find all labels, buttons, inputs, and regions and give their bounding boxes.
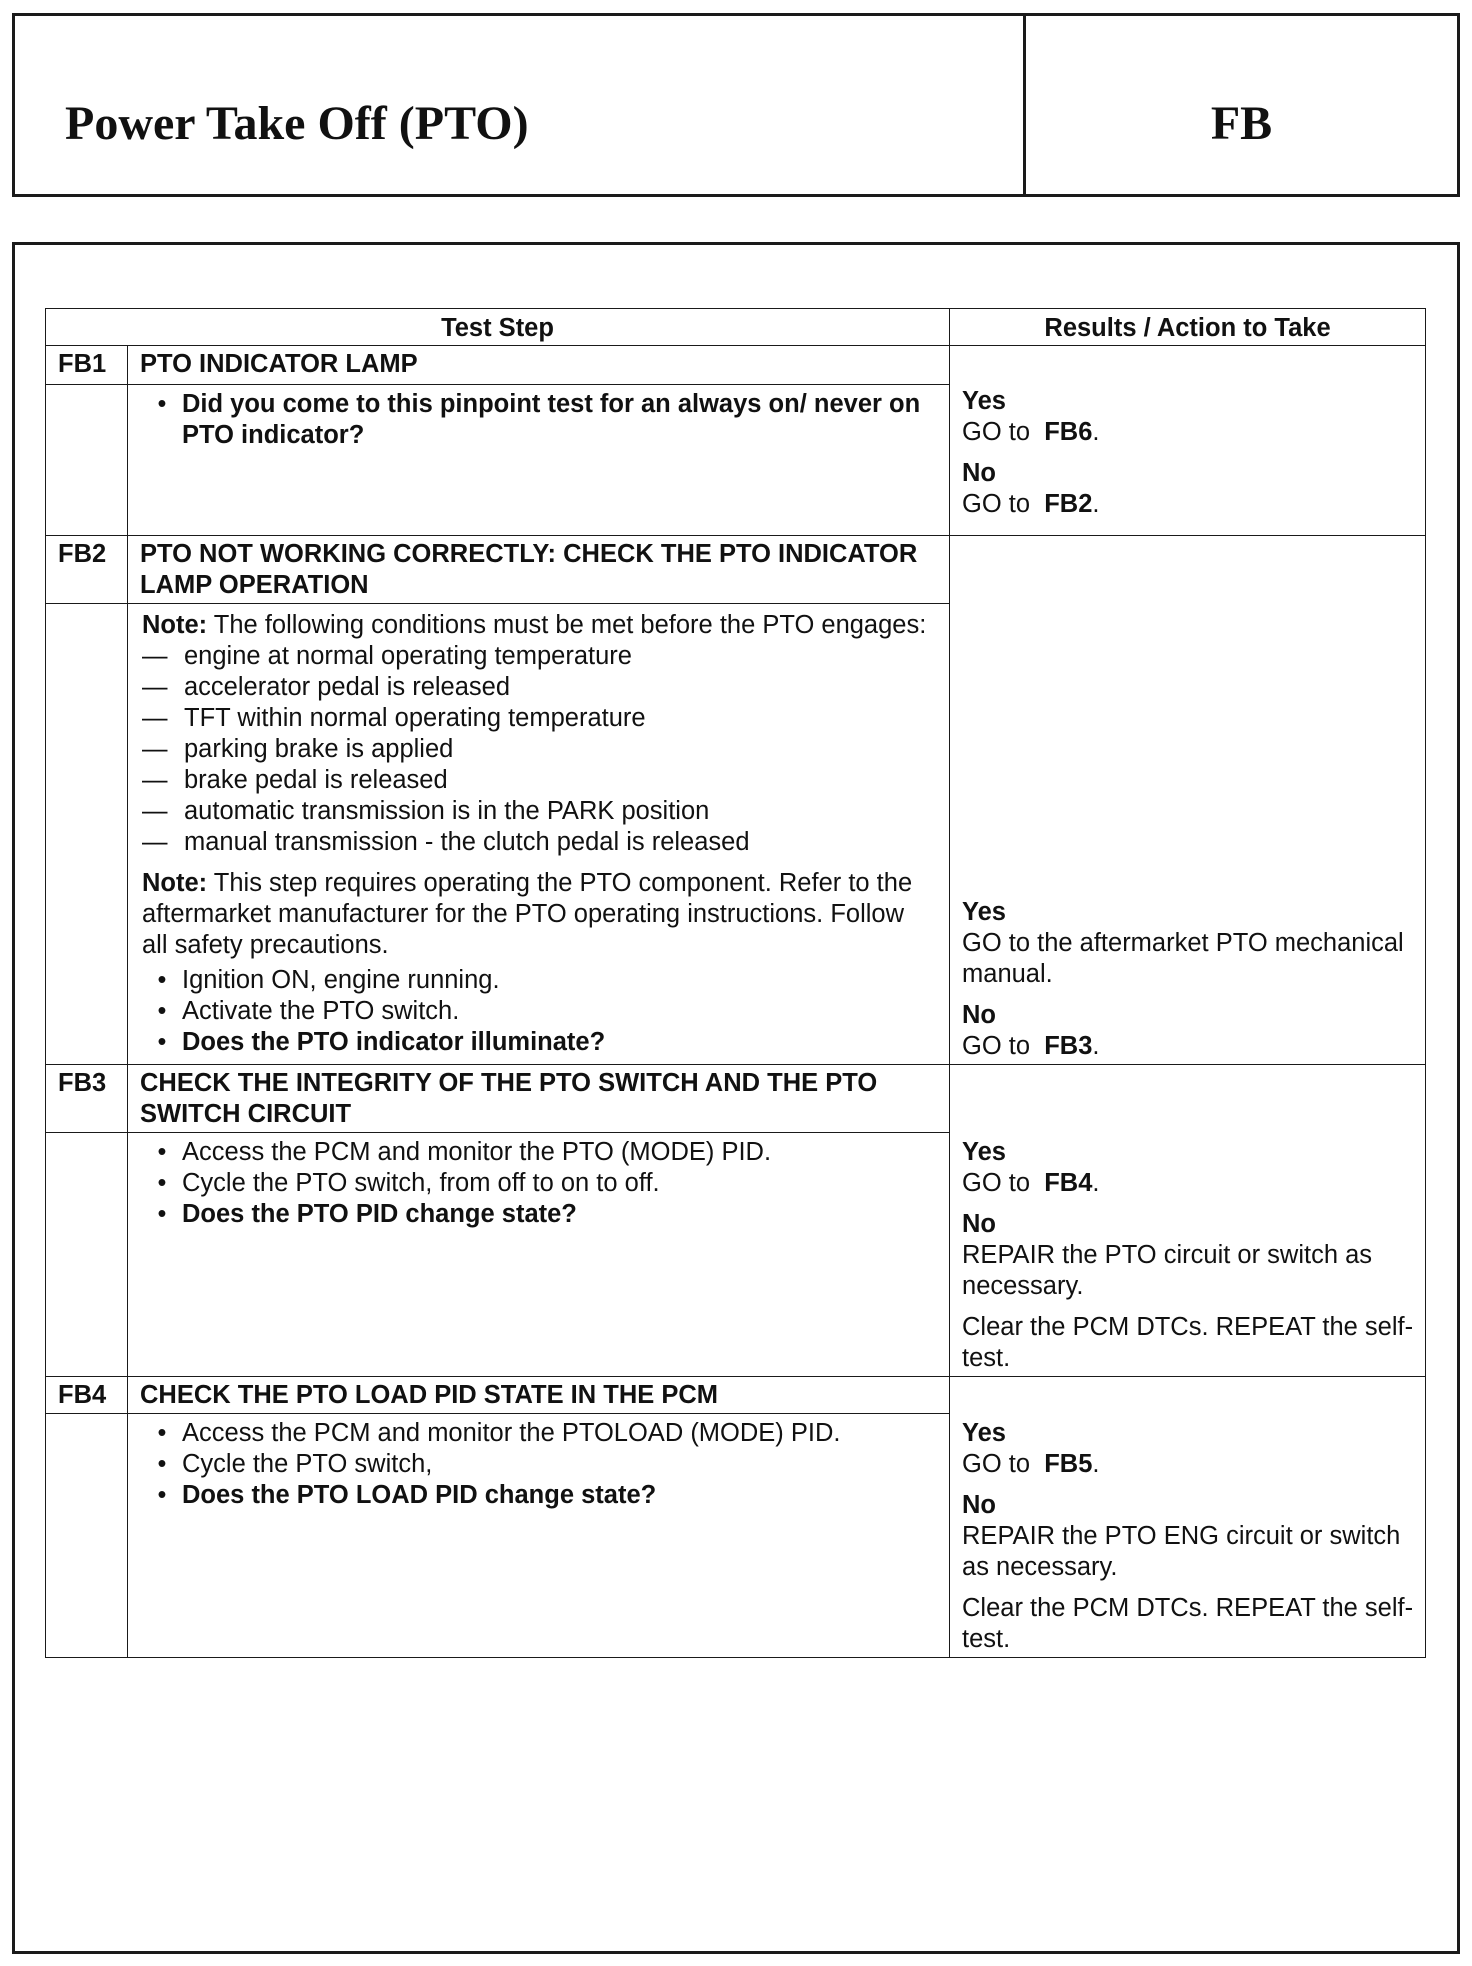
result-no-label: No (962, 1210, 997, 1238)
step-fb4-results (950, 1377, 1426, 1658)
result-no-action-2: Clear the PCM DTCs. REPEAT the self-test. (962, 1594, 1414, 1653)
step-fb2-results (950, 536, 1426, 1065)
step-fb1-results (950, 346, 1426, 536)
condition-item: — engine at normal operating temperature (142, 642, 632, 670)
result-no-label: No (962, 1491, 997, 1519)
step-item: • Ignition ON, engine running. (157, 966, 500, 994)
result-no-label: No (962, 1001, 997, 1029)
question-item: • Did you come to this pinpoint test for an always on/ never on PTO indicator? (157, 390, 921, 449)
step-fb2-body (128, 604, 950, 1065)
pinpoint-test-table (45, 308, 1426, 1658)
note-preconditions: Note: The following conditions must be met before the PTO engages: (142, 611, 927, 639)
step-fb3-results (950, 1065, 1426, 1377)
result-no-action-2: Clear the PCM DTCs. REPEAT the self-test. (962, 1313, 1414, 1372)
step-ref-link[interactable]: FB3 (1044, 1032, 1093, 1060)
step-id: FB2 (46, 536, 128, 604)
step-fb1-body (128, 385, 950, 536)
step-ref-link[interactable]: FB6 (1044, 418, 1093, 446)
note-safety: Note: This step requires operating the PTO component. Refer to the aftermarket manufacturer for the PTO operating instructions. Follow all safety precautions. (142, 869, 913, 959)
question-item: • Does the PTO PID change state? (157, 1200, 577, 1228)
result-yes-action: GO to FB4. (962, 1169, 1100, 1197)
result-no-action: GO to FB2. (962, 490, 1100, 518)
step-id-spacer (46, 1133, 128, 1377)
result-yes-action: GO to FB6. (962, 418, 1100, 446)
result-yes-action: GO to the aftermarket PTO mechanical manual. (962, 929, 1404, 988)
result-yes-label: Yes (962, 1138, 1006, 1166)
step-title: PTO INDICATOR LAMP (128, 346, 950, 385)
condition-item: — TFT within normal operating temperature (142, 704, 646, 732)
result-no-action: GO to FB3. (962, 1032, 1100, 1060)
result-yes-action: GO to FB5. (962, 1450, 1100, 1478)
step-title: CHECK THE INTEGRITY OF THE PTO SWITCH AND THE PTO SWITCH CIRCUIT (128, 1065, 950, 1133)
page-header (12, 13, 1460, 197)
col-header-results: Results / Action to Take (950, 309, 1426, 346)
step-item: • Cycle the PTO switch, from off to on to off. (157, 1169, 660, 1197)
condition-item: — manual transmission - the clutch pedal is released (142, 828, 750, 856)
step-id-spacer (46, 385, 128, 536)
step-title: CHECK THE PTO LOAD PID STATE IN THE PCM (128, 1377, 950, 1414)
result-no-label: No (962, 459, 997, 487)
table-header-row (46, 309, 1426, 346)
step-item: • Access the PCM and monitor the PTO (MODE) PID. (157, 1138, 772, 1166)
step-item: • Cycle the PTO switch, (157, 1450, 433, 1478)
section-code: FB (1210, 97, 1273, 150)
result-yes-label: Yes (962, 1419, 1006, 1447)
step-id-spacer (46, 604, 128, 1065)
step-id: FB3 (46, 1065, 128, 1133)
condition-item: — accelerator pedal is released (142, 673, 511, 701)
result-no-action: REPAIR the PTO circuit or switch as necessary. (962, 1241, 1373, 1300)
question-item: • Does the PTO LOAD PID change state? (157, 1481, 657, 1509)
page-title: Power Take Off (PTO) (65, 97, 529, 150)
step-fb4-title-row (46, 1377, 1426, 1414)
result-yes-label: Yes (962, 387, 1006, 415)
question-item: • Does the PTO indicator illuminate? (157, 1028, 606, 1056)
step-id-spacer (46, 1414, 128, 1658)
condition-item: — automatic transmission is in the PARK position (142, 797, 710, 825)
step-fb2-title-row (46, 536, 1426, 604)
step-fb4-body (128, 1414, 950, 1658)
step-ref-link[interactable]: FB4 (1044, 1169, 1093, 1197)
step-ref-link[interactable]: FB5 (1044, 1450, 1093, 1478)
step-item: • Access the PCM and monitor the PTOLOAD (MODE) PID. (157, 1419, 841, 1447)
result-yes-label: Yes (962, 898, 1006, 926)
result-no-action: REPAIR the PTO ENG circuit or switch as necessary. (962, 1522, 1401, 1581)
step-id: FB1 (46, 346, 128, 385)
step-id: FB4 (46, 1377, 128, 1414)
step-fb3-title-row (46, 1065, 1426, 1133)
condition-item: — brake pedal is released (142, 766, 448, 794)
step-item: • Activate the PTO switch. (157, 997, 460, 1025)
step-fb1-title-row (46, 346, 1426, 385)
step-fb3-body (128, 1133, 950, 1377)
condition-item: — parking brake is applied (142, 735, 454, 763)
step-title: PTO NOT WORKING CORRECTLY: CHECK THE PTO INDICATOR LAMP OPERATION (128, 536, 950, 604)
step-ref-link[interactable]: FB2 (1044, 490, 1093, 518)
col-header-test-step: Test Step (46, 309, 950, 346)
